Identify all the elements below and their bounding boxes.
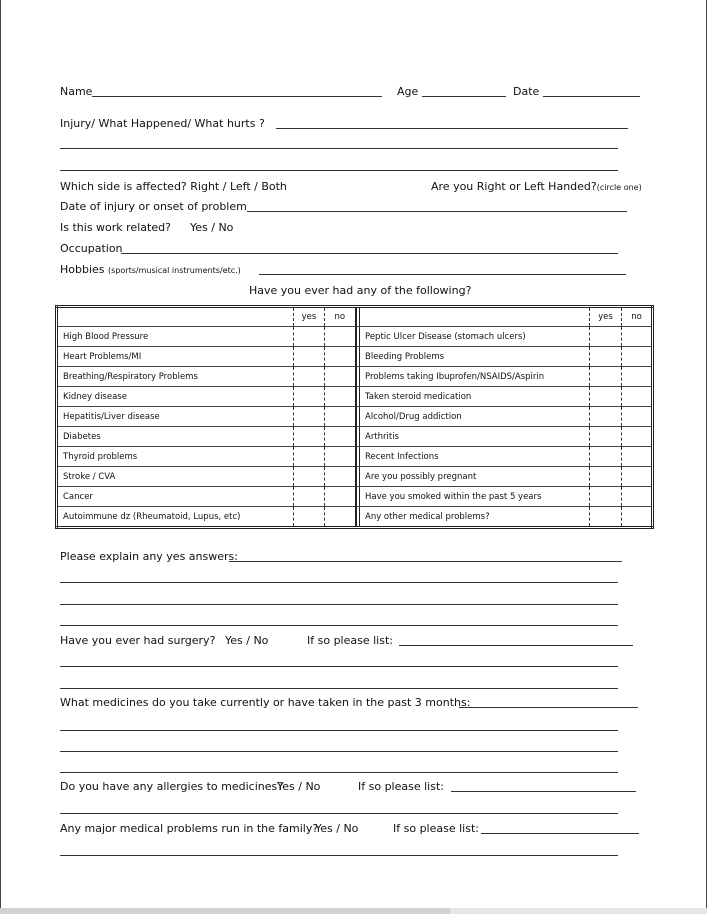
no-checkbox-right[interactable] xyxy=(622,467,653,487)
explain-line-2[interactable] xyxy=(60,582,618,583)
hobbies-note: (sports/musical instruments/etc.) xyxy=(108,266,241,275)
family-list-field[interactable] xyxy=(481,833,639,834)
name-label: Name xyxy=(60,85,93,98)
side-label xyxy=(60,180,287,194)
explain-line-3[interactable] xyxy=(60,604,618,605)
family-line-2[interactable] xyxy=(60,855,618,856)
condition-left: Heart Problems/MI xyxy=(57,347,294,367)
condition-right: Problems taking Ibuprofen/NSAIDS/Aspirin xyxy=(360,367,590,387)
allergies-options[interactable]: Yes / No xyxy=(277,780,321,793)
medicines-line-3[interactable] xyxy=(60,751,618,752)
condition-right: Taken steroid medication xyxy=(360,387,590,407)
no-checkbox-left[interactable] xyxy=(325,487,356,507)
allergies-list-label: If so please list: xyxy=(358,780,444,793)
no-checkbox-left[interactable] xyxy=(325,407,356,427)
yes-checkbox-right[interactable] xyxy=(590,487,622,507)
yes-checkbox-left[interactable] xyxy=(294,387,325,407)
surgery-options[interactable]: Yes / No xyxy=(225,634,269,647)
yes-checkbox-left[interactable] xyxy=(294,407,325,427)
condition-right: Bleeding Problems xyxy=(360,347,590,367)
history-title: Have you ever had any of the following? xyxy=(249,284,472,297)
medicines-field[interactable] xyxy=(459,707,638,708)
work-options[interactable]: Yes / No xyxy=(190,221,234,234)
surgery-list-label: If so please list: xyxy=(307,634,393,647)
yes-checkbox-left[interactable] xyxy=(294,507,325,528)
condition-right: Alcohol/Drug addiction xyxy=(360,407,590,427)
no-checkbox-right[interactable] xyxy=(622,427,653,447)
condition-left: Kidney disease xyxy=(57,387,294,407)
explain-label: Please explain any yes answers: xyxy=(60,550,238,563)
no-checkbox-right[interactable] xyxy=(622,507,653,528)
condition-left: High Blood Pressure xyxy=(57,327,294,347)
table-header-row xyxy=(57,307,653,327)
onset-label: Date of injury or onset of problem xyxy=(60,200,247,213)
yes-checkbox-right[interactable] xyxy=(590,447,622,467)
injury-field[interactable] xyxy=(276,128,628,129)
side-options[interactable]: Right / Left / Both xyxy=(190,180,287,193)
allergies-line-2[interactable] xyxy=(60,813,618,814)
yes-checkbox-left[interactable] xyxy=(294,487,325,507)
yes-checkbox-right[interactable] xyxy=(590,327,622,347)
allergies-label: Do you have any allergies to medicines? xyxy=(60,780,284,793)
yes-checkbox-right[interactable] xyxy=(590,467,622,487)
surgery-line-2[interactable] xyxy=(60,666,618,667)
yes-checkbox-left[interactable] xyxy=(294,467,325,487)
occupation-label: Occupation xyxy=(60,242,123,255)
no-checkbox-right[interactable] xyxy=(622,407,653,427)
onset-field[interactable] xyxy=(247,211,627,212)
table-row xyxy=(57,347,653,367)
condition-left: Autoimmune dz (Rheumatoid, Lupus, etc) xyxy=(57,507,294,528)
bottom-scroll-thumb[interactable] xyxy=(0,908,450,914)
medical-history-table xyxy=(55,305,654,529)
table-row xyxy=(57,447,653,467)
yes-checkbox-right[interactable] xyxy=(590,367,622,387)
handed-question: Are you Right or Left Handed? xyxy=(431,180,597,193)
age-field[interactable] xyxy=(422,96,506,97)
injury-label: Injury/ What Happened/ What hurts ? xyxy=(60,117,265,130)
condition-right: Arthritis xyxy=(360,427,590,447)
no-checkbox-left[interactable] xyxy=(325,387,356,407)
no-checkbox-left[interactable] xyxy=(325,327,356,347)
date-label: Date xyxy=(513,85,540,98)
table-row xyxy=(57,367,653,387)
family-label: Any major medical problems run in the family? xyxy=(60,822,319,835)
header-no-left: no xyxy=(325,307,356,327)
header-yes-left: yes xyxy=(294,307,325,327)
condition-right: Peptic Ulcer Disease (stomach ulcers) xyxy=(360,327,590,347)
handed-note: (circle one) xyxy=(596,183,642,192)
hobbies-field[interactable] xyxy=(259,274,626,275)
yes-checkbox-left[interactable] xyxy=(294,447,325,467)
injury-line-3[interactable] xyxy=(60,170,618,171)
no-checkbox-left[interactable] xyxy=(325,507,356,528)
no-checkbox-left[interactable] xyxy=(325,427,356,447)
condition-left: Thyroid problems xyxy=(57,447,294,467)
surgery-label: Have you ever had surgery? xyxy=(60,634,216,647)
table-row xyxy=(57,427,653,447)
yes-checkbox-left[interactable] xyxy=(294,367,325,387)
header-no-right: no xyxy=(622,307,653,327)
no-checkbox-right[interactable] xyxy=(622,487,653,507)
condition-left: Stroke / CVA xyxy=(57,467,294,487)
yes-checkbox-right[interactable] xyxy=(590,387,622,407)
side-question: Which side is affected? xyxy=(60,180,187,193)
table-row xyxy=(57,487,653,507)
condition-right: Are you possibly pregnant xyxy=(360,467,590,487)
family-list-label: If so please list: xyxy=(393,822,479,835)
table-row xyxy=(57,387,653,407)
medicines-label: What medicines do you take currently or have taken in the past 3 months: xyxy=(60,696,471,709)
medicines-line-2[interactable] xyxy=(60,730,618,731)
no-checkbox-right[interactable] xyxy=(622,347,653,367)
no-checkbox-left[interactable] xyxy=(325,347,356,367)
yes-checkbox-left[interactable] xyxy=(294,327,325,347)
family-options[interactable]: Yes / No xyxy=(315,822,359,835)
table-row xyxy=(57,467,653,487)
no-checkbox-right[interactable] xyxy=(622,387,653,407)
explain-field[interactable] xyxy=(229,561,622,562)
explain-line-4[interactable] xyxy=(60,625,618,626)
no-checkbox-left[interactable] xyxy=(325,367,356,387)
work-label: Is this work related? xyxy=(60,221,171,234)
header-yes-right: yes xyxy=(590,307,622,327)
name-field[interactable] xyxy=(92,96,382,97)
no-checkbox-right[interactable] xyxy=(622,327,653,347)
yes-checkbox-right[interactable] xyxy=(590,347,622,367)
handed-label xyxy=(431,180,642,195)
header-condition-right xyxy=(360,307,590,327)
date-field[interactable] xyxy=(543,96,640,97)
no-checkbox-left[interactable] xyxy=(325,467,356,487)
condition-left: Diabetes xyxy=(57,427,294,447)
allergies-list-field[interactable] xyxy=(451,791,636,792)
yes-checkbox-left[interactable] xyxy=(294,427,325,447)
medicines-line-4[interactable] xyxy=(60,772,618,773)
yes-checkbox-right[interactable] xyxy=(590,427,622,447)
no-checkbox-right[interactable] xyxy=(622,367,653,387)
condition-right: Any other medical problems? xyxy=(360,507,590,528)
table-row xyxy=(57,507,653,528)
hobbies-label xyxy=(60,263,241,278)
surgery-line-3[interactable] xyxy=(60,688,618,689)
condition-right: Recent Infections xyxy=(360,447,590,467)
hobbies-title: Hobbies xyxy=(60,263,105,276)
header-condition-left xyxy=(57,307,294,327)
occupation-field[interactable] xyxy=(121,253,618,254)
condition-left: Cancer xyxy=(57,487,294,507)
no-checkbox-left[interactable] xyxy=(325,447,356,467)
table-row xyxy=(57,407,653,427)
yes-checkbox-right[interactable] xyxy=(590,507,622,528)
surgery-list-field[interactable] xyxy=(399,645,633,646)
no-checkbox-right[interactable] xyxy=(622,447,653,467)
yes-checkbox-left[interactable] xyxy=(294,347,325,367)
condition-right: Have you smoked within the past 5 years xyxy=(360,487,590,507)
yes-checkbox-right[interactable] xyxy=(590,407,622,427)
condition-left: Breathing/Respiratory Problems xyxy=(57,367,294,387)
table-row xyxy=(57,327,653,347)
age-label: Age xyxy=(397,85,419,98)
condition-left: Hepatitis/Liver disease xyxy=(57,407,294,427)
injury-line-2[interactable] xyxy=(60,148,618,149)
